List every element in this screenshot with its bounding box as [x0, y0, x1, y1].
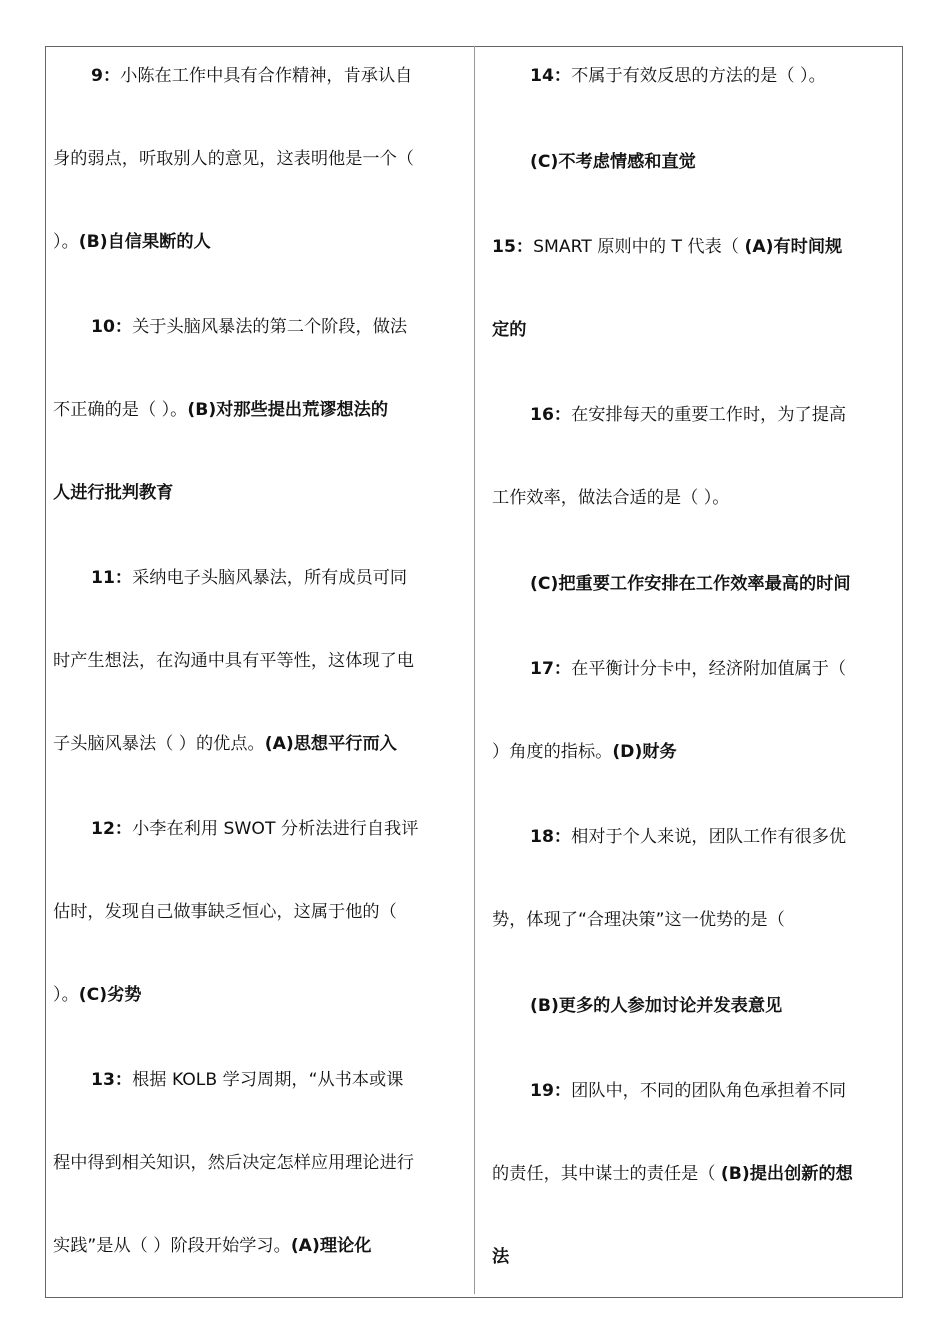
- question-15-line-1: [492, 235, 842, 259]
- question-text: 实践”是从（ ）阶段开始学习。: [53, 1236, 291, 1256]
- question-text: ）角度的指标。: [492, 742, 613, 762]
- answer: (C)劣势: [78, 985, 142, 1005]
- answer: (B)对那些提出荒谬想法的: [187, 400, 389, 420]
- question-14-line-1: [530, 64, 826, 88]
- question-17-line-2: [492, 740, 677, 764]
- question-13-line-3: [53, 1234, 371, 1258]
- answer: (A)理论化: [290, 1236, 372, 1256]
- question-text: 的责任，其中谋士的责任是（: [492, 1164, 721, 1184]
- question-number: 13：: [91, 1070, 133, 1090]
- question-16-line-2: 工作效率，做法合适的是（ ）。: [492, 488, 730, 508]
- question-9-line-3: [53, 230, 211, 254]
- question-text: 不属于有效反思的方法的是（ ）。: [571, 66, 826, 86]
- question-17-line-1: [530, 657, 846, 681]
- question-text: ）。: [53, 232, 79, 252]
- answer: (A)思想平行而入: [264, 734, 397, 754]
- question-16-answer: (C)把重要工作安排在工作效率最高的时间: [530, 574, 851, 594]
- question-9-line-1: [91, 64, 412, 88]
- question-14-answer: (C)不考虑情感和直觉: [530, 152, 696, 172]
- question-number: 10：: [91, 317, 133, 337]
- question-number: 12：: [91, 819, 133, 839]
- question-11-line-1: [91, 566, 407, 590]
- question-number: 19：: [530, 1081, 572, 1101]
- answer: (D)财务: [612, 742, 677, 762]
- question-number: 11：: [91, 568, 133, 588]
- question-10-answer-cont: 人进行批判教育: [53, 483, 174, 503]
- question-number: 9：: [91, 66, 121, 86]
- question-11-line-2: 时产生想法，在沟通中具有平等性，这体现了电: [53, 651, 414, 671]
- question-text: 子头脑风暴法（ ）的优点。: [53, 734, 265, 754]
- question-18-line-2: 势，体现了“合理决策”这一优势的是（: [492, 910, 785, 930]
- question-text: 团队中，不同的团队角色承担着不同: [571, 1081, 847, 1101]
- question-12-line-3: [53, 983, 141, 1007]
- question-text: 小李在利用 SWOT 分析法进行自我评: [132, 819, 419, 839]
- question-12-line-1: [91, 817, 418, 841]
- question-18-answer: (B)更多的人参加讨论并发表意见: [530, 996, 783, 1016]
- question-text: 相对于个人来说，团队工作有很多优: [571, 827, 847, 847]
- question-number: 15：: [492, 237, 534, 257]
- question-13-line-2: 程中得到相关知识，然后决定怎样应用理论进行: [53, 1153, 414, 1173]
- question-16-line-1: [530, 403, 846, 427]
- question-10-line-2: [53, 398, 388, 422]
- question-19-line-2: [492, 1162, 853, 1186]
- question-13-line-1: [91, 1068, 403, 1092]
- question-number: 17：: [530, 659, 572, 679]
- answer: (A)有时间规: [744, 237, 843, 257]
- question-text: 小陈在工作中具有合作精神，肯承认自: [120, 66, 413, 86]
- question-18-line-1: [530, 825, 846, 849]
- question-text: 在安排每天的重要工作时，为了提高: [571, 405, 847, 425]
- question-19-line-1: [530, 1079, 846, 1103]
- answer: (B)自信果断的人: [78, 232, 211, 252]
- question-number: 18：: [530, 827, 572, 847]
- question-text: 根据 KOLB 学习周期，“从书本或课: [132, 1070, 404, 1090]
- question-10-line-1: [91, 315, 407, 339]
- question-number: 16：: [530, 405, 572, 425]
- question-15-answer-cont: 定的: [492, 320, 527, 340]
- question-19-answer-cont: 法: [492, 1247, 510, 1267]
- question-text: 关于头脑风暴法的第二个阶段，做法: [132, 317, 408, 337]
- question-text: 采纳电子头脑风暴法，所有成员可同: [132, 568, 408, 588]
- question-text: SMART 原则中的 T 代表（: [533, 237, 745, 257]
- question-11-line-3: [53, 732, 397, 756]
- question-12-line-2: 估时，发现自己做事缺乏恒心，这属于他的（: [53, 902, 397, 922]
- question-text: ）。: [53, 985, 79, 1005]
- column-divider: [474, 46, 475, 1294]
- question-9-line-2: 身的弱点，听取别人的意见，这表明他是一个（: [53, 149, 414, 169]
- answer: (B)提出创新的想: [720, 1164, 853, 1184]
- question-number: 14：: [530, 66, 572, 86]
- question-text: 在平衡计分卡中，经济附加值属于（: [571, 659, 847, 679]
- question-text: 不正确的是（ ）。: [53, 400, 188, 420]
